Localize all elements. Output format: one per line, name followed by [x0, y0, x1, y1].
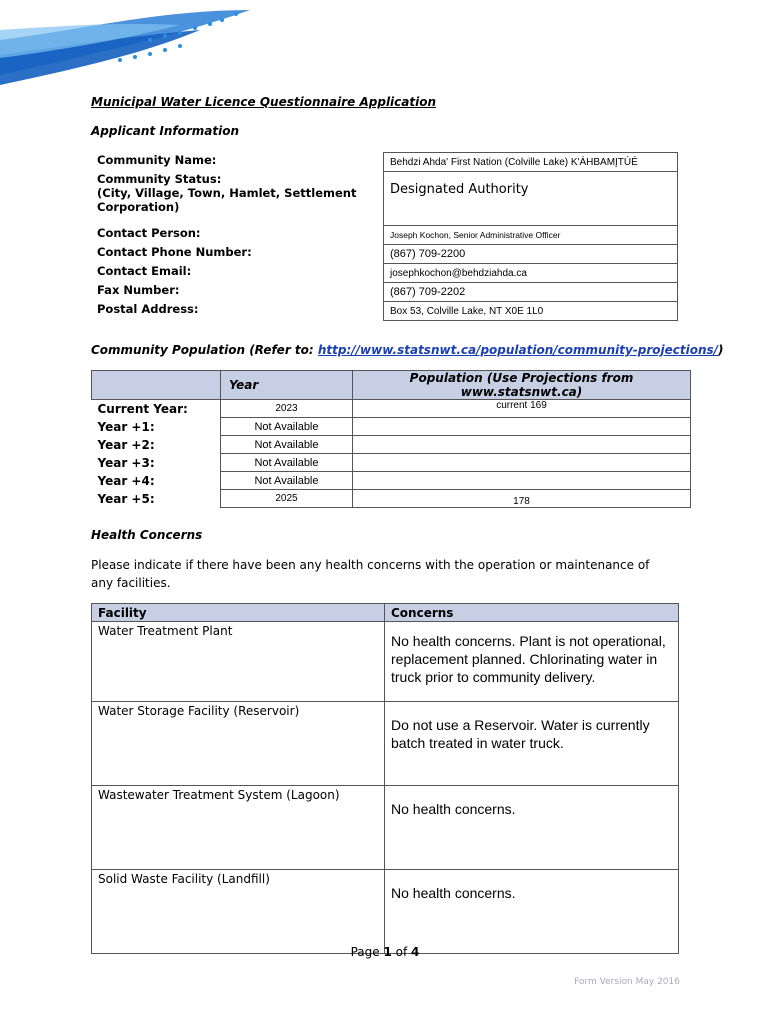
statsnwt-link[interactable]: http://www.statsnwt.ca/population/community-projections/ — [317, 343, 719, 357]
facility-cell: Wastewater Treatment System (Lagoon) — [92, 786, 385, 870]
facility-cell: Water Storage Facility (Reservoir) — [92, 702, 385, 786]
document-title: Municipal Water Licence Questionnaire Application — [91, 95, 437, 109]
label-fax-number: Fax Number: — [97, 282, 180, 297]
health-intro: Please indicate if there have been any health concerns with the operation or maintenance of any facilities. — [91, 558, 650, 590]
population-heading-prefix: Community Population (Refer to: — [91, 343, 318, 357]
health-table — [91, 603, 679, 954]
pop-row-pop[interactable] — [353, 418, 691, 436]
page-current: 1 — [383, 945, 392, 959]
population-heading-suffix: ) — [718, 343, 724, 357]
label-community-name: Community Name: — [97, 152, 217, 167]
value-fax-number[interactable]: (867) 709-2202 — [384, 283, 678, 302]
pop-row-label: Year +5: — [97, 491, 155, 506]
value-contact-phone[interactable]: (867) 709-2200 — [384, 245, 678, 264]
page-number — [0, 945, 770, 959]
population-header-year: Year — [221, 371, 353, 400]
pop-row-label: Year +1: — [97, 419, 155, 434]
value-contact-email[interactable]: josephkochon@behdziahda.ca — [384, 264, 678, 283]
form-version: Form Version May 2016 — [574, 977, 680, 987]
pop-row-year[interactable]: Not Available — [221, 472, 353, 490]
pop-row-label: Year +3: — [97, 455, 155, 470]
health-heading: Health Concerns — [91, 528, 203, 542]
label-community-status: Community Status: (City, Village, Town, Hamlet, Settlement Corporation) — [97, 171, 357, 214]
label-postal-address: Postal Address: — [97, 301, 199, 316]
concern-cell[interactable]: No health concerns. — [385, 870, 679, 954]
label-contact-email: Contact Email: — [97, 263, 192, 278]
concern-cell[interactable]: Do not use a Reservoir. Water is currently batch treated in water truck. — [385, 702, 679, 786]
pop-row-year[interactable]: Not Available — [221, 436, 353, 454]
pop-row-pop[interactable] — [353, 472, 691, 490]
value-community-status[interactable]: Designated Authority — [384, 172, 678, 226]
header-wave-graphic — [0, 0, 770, 95]
health-header-concerns: Concerns — [385, 604, 679, 622]
pop-row-pop[interactable]: current 169 — [353, 400, 691, 418]
value-contact-person[interactable]: Joseph Kochon, Senior Administrative Officer — [384, 226, 678, 245]
pop-row-year[interactable]: 2025 — [221, 490, 353, 508]
health-header-facility: Facility — [92, 604, 385, 622]
concern-cell[interactable]: No health concerns. Plant is not operational, replacement planned. Chlorinating water in truck prior to community delivery. — [385, 622, 679, 702]
applicant-table — [91, 152, 678, 321]
pop-row-pop[interactable] — [353, 436, 691, 454]
label-contact-phone: Contact Phone Number: — [97, 244, 252, 259]
label-contact-person: Contact Person: — [97, 225, 201, 240]
population-header-pop: Population (Use Projections from www.statsnwt.ca) — [353, 371, 691, 400]
concern-cell[interactable]: No health concerns. — [385, 786, 679, 870]
facility-cell: Solid Waste Facility (Landfill) — [92, 870, 385, 954]
population-header-blank — [92, 371, 221, 400]
page-prefix: Page — [350, 945, 384, 959]
pop-row-pop[interactable]: 178 — [353, 490, 691, 508]
page-total: 4 — [411, 945, 420, 959]
population-table — [91, 370, 691, 508]
pop-row-label: Year +2: — [97, 437, 155, 452]
pop-row-year[interactable]: Not Available — [221, 418, 353, 436]
value-community-name[interactable]: Behdzi Ahda' First Nation (Colville Lake) K'ÁHBAMĮTÚÉ — [384, 153, 678, 172]
pop-row-year[interactable]: 2023 — [221, 400, 353, 418]
pop-row-pop[interactable] — [353, 454, 691, 472]
value-postal-address[interactable]: Box 53, Colville Lake, NT X0E 1L0 — [384, 302, 678, 321]
population-heading — [91, 343, 724, 357]
page-of: of — [391, 945, 412, 959]
pop-row-label: Current Year: — [97, 401, 188, 416]
facility-cell: Water Treatment Plant — [92, 622, 385, 702]
pop-row-year[interactable]: Not Available — [221, 454, 353, 472]
applicant-heading: Applicant Information — [91, 124, 239, 138]
pop-row-label: Year +4: — [97, 473, 155, 488]
